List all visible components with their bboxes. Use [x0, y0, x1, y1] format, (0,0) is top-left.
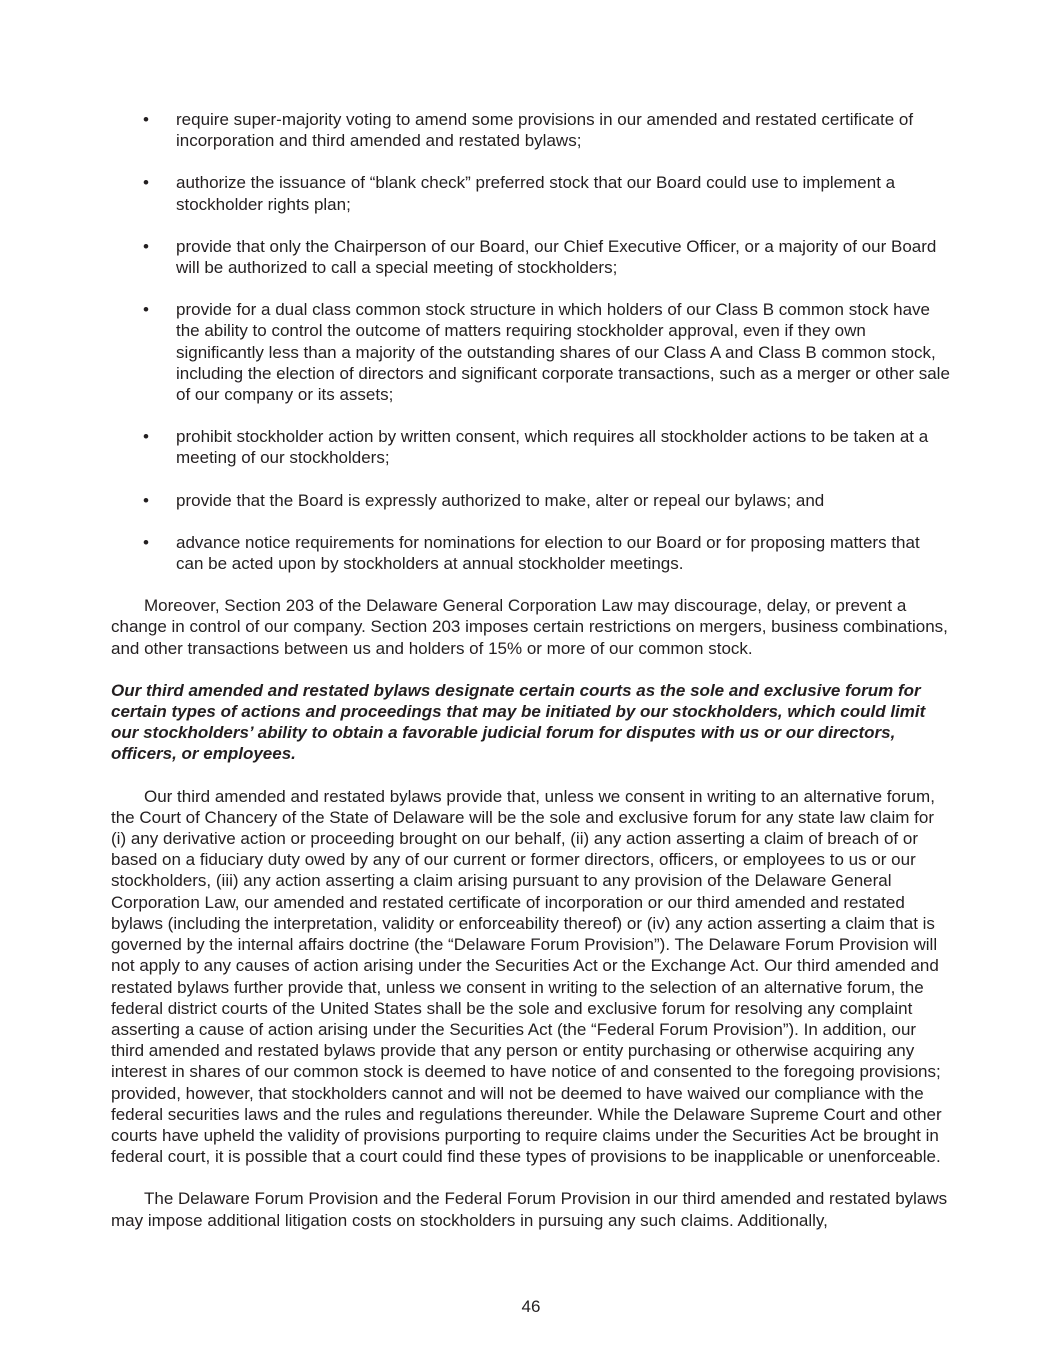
bullet-icon: •: [143, 532, 149, 552]
bullet-text: provide that the Board is expressly authorized to make, alter or repeal our bylaws; and: [176, 490, 825, 510]
bullet-text: provide for a dual class common stock structure in which holders of our Class B common stock have the ability to control the outcome of matters requiring stockholder approval, even if they own significantly less than a majority of the outstanding shares of our Class A and Class B common stock, including the election of directors and significant corporate transactions, such as a merger or other sale of our company or its assets;: [176, 300, 950, 405]
bullet-icon: •: [143, 300, 149, 320]
bullet-item-advance-notice: [111, 532, 951, 574]
provisions-bullet-list: [111, 109, 951, 574]
risk-factor-heading: Our third amended and restated bylaws designate certain courts as the sole and exclusive forum for certain types of actions and proceedings that may be initiated by our stockholders, which could limit our stockholders’ ability to obtain a favorable judicial forum for disputes with us or our directors, officers, or employees.: [111, 680, 926, 764]
bullet-text: prohibit stockholder action by written consent, which requires all stockholder actions to be taken at a meeting of our stockholders;: [176, 427, 929, 468]
bullet-item-super-majority: [111, 109, 951, 151]
bullet-text: require super-majority voting to amend some provisions in our amended and restated certificate of incorporation and third amended and restated bylaws;: [176, 110, 914, 151]
bullet-icon: •: [143, 236, 149, 256]
bullet-item-written-consent: [111, 426, 951, 468]
bullet-text: provide that only the Chairperson of our Board, our Chief Executive Officer, or a majority of our Board will be authorized to call a special meeting of stockholders;: [176, 236, 937, 278]
bullet-icon: •: [143, 173, 149, 193]
bullet-icon: •: [143, 490, 149, 510]
section-203-paragraph: Moreover, Section 203 of the Delaware General Corporation Law may discourage, delay, or prevent a change in control of our company. Section 203 imposes certain restrictions on mergers, business combinations, and other transactions between us and holders of 15% or more of our common stock.: [111, 596, 948, 658]
bullet-text: advance notice requirements for nominations for election to our Board or for proposing matters that can be acted upon by stockholders at annual stockholder meetings.: [176, 532, 920, 574]
bullet-icon: •: [143, 110, 149, 129]
bullet-item-bylaws-authority: [111, 490, 951, 511]
bullet-item-special-meeting: [111, 236, 951, 278]
exclusive-forum-paragraph: Our third amended and restated bylaws provide that, unless we consent in writing to an alternative forum, the Court of Chancery of the State of Delaware will be the sole and exclusive forum for any state law claim for (i) any derivative action or proceeding brought on our behalf, (ii) any action asserting a claim of breach of or based on a fiduciary duty owed by any of our current or former directors, officers, or employees to us or our stockholders, (iii) any action asserting a claim arising pursuant to any provision of the Delaware General Corporation Law, our amended and restated certificate of incorporation or our third amended and restated bylaws (including the interpretation, validity or enforceability thereof) or (iv) any action asserting a claim that is governed by the internal affairs doctrine (the “Delaware Forum Provision”). The Delaware Forum Provision will not apply to any causes of action arising under the Securities Act or the Exchange Act. Our third amended and restated bylaws further provide that, unless we consent in writing to the selection of an alternative forum, the federal district courts of the United States shall be the sole and exclusive forum for resolving any complaint asserting a cause of action arising under the Securities Act (the “Federal Forum Provision”). In addition, our third amended and restated bylaws provide that any person or entity purchasing or otherwise acquiring any interest in shares of our common stock is deemed to have notice of and consented to the foregoing provisions; provided, however, that stockholders cannot and will not be deemed to have waived our compliance with the federal securities laws and the rules and regulations thereunder. While the Delaware Supreme Court and other courts have upheld the validity of provisions purporting to require claims under the Securities Act be brought in federal court, it is possible that a court could find these types of provisions to be inapplicable or unenforceable.: [111, 786, 942, 1167]
bullet-icon: •: [143, 427, 149, 447]
bullet-item-blank-check: [111, 172, 951, 214]
bullet-item-dual-class: [111, 299, 951, 405]
bullet-text: authorize the issuance of “blank check” preferred stock that our Board could use to implement a stockholder rights plan;: [176, 173, 896, 214]
page-number: 46: [521, 1297, 541, 1316]
document-page: [111, 109, 951, 1252]
litigation-costs-paragraph: The Delaware Forum Provision and the Federal Forum Provision in our third amended and restated bylaws may impose additional litigation costs on stockholders in pursuing any such claims. Additionally,: [111, 1189, 948, 1230]
